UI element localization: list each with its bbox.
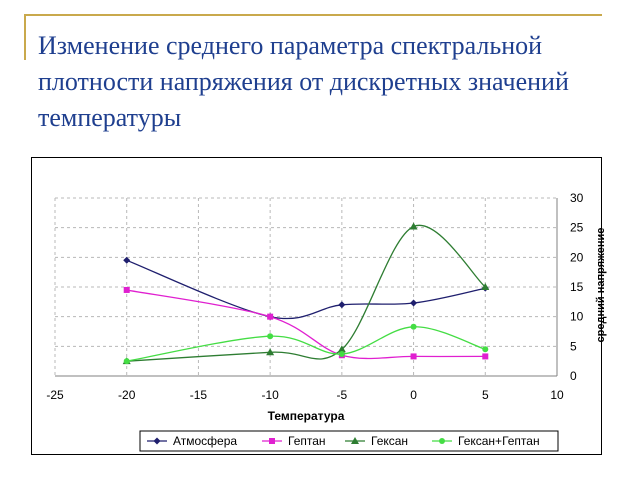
x-tick-label: -5 <box>336 388 348 402</box>
series-1 <box>123 257 489 320</box>
y-axis-title: средний напряжение <box>595 227 607 343</box>
x-tick-label: -25 <box>46 388 64 402</box>
data-point <box>482 353 488 359</box>
legend-marker <box>269 438 275 444</box>
x-tick-label: -10 <box>261 388 279 402</box>
data-point <box>482 346 488 352</box>
data-point <box>339 351 345 357</box>
x-tick-label: -20 <box>118 388 136 402</box>
legend-label: Гептан <box>288 434 326 448</box>
x-tick-label: 5 <box>481 388 489 402</box>
legend-label: Гексан <box>371 434 409 448</box>
x-tick-label: -15 <box>189 388 208 402</box>
data-point <box>124 287 130 293</box>
y-tick-label: 5 <box>570 339 577 354</box>
y-tick-label: 15 <box>570 280 584 294</box>
legend-marker <box>439 438 445 444</box>
x-tick-label: 10 <box>550 388 564 402</box>
series-line <box>127 260 486 318</box>
legend-label: Атмосфера <box>173 434 238 448</box>
y-tick-label: 0 <box>570 369 577 383</box>
y-tick-label: 20 <box>570 250 584 265</box>
data-point <box>124 358 130 364</box>
x-axis-title: Температура <box>267 409 345 423</box>
data-point <box>411 324 417 330</box>
data-point <box>267 314 273 320</box>
legend-label: Гексан+Гептан <box>458 434 540 448</box>
x-tick-label: 0 <box>410 388 417 402</box>
data-point <box>267 333 273 339</box>
y-tick-label: 25 <box>570 220 584 235</box>
y-tick-label: 30 <box>570 191 584 205</box>
series-line <box>127 225 486 361</box>
y-tick-label: 10 <box>570 309 584 324</box>
data-point <box>410 300 417 307</box>
slide-title: Изменение среднего параметра спектральной плотности напряжения от дискретных значений температуры <box>38 31 569 132</box>
data-point <box>123 257 130 264</box>
data-point <box>338 301 345 308</box>
series-2 <box>124 287 489 359</box>
data-point <box>411 353 417 359</box>
